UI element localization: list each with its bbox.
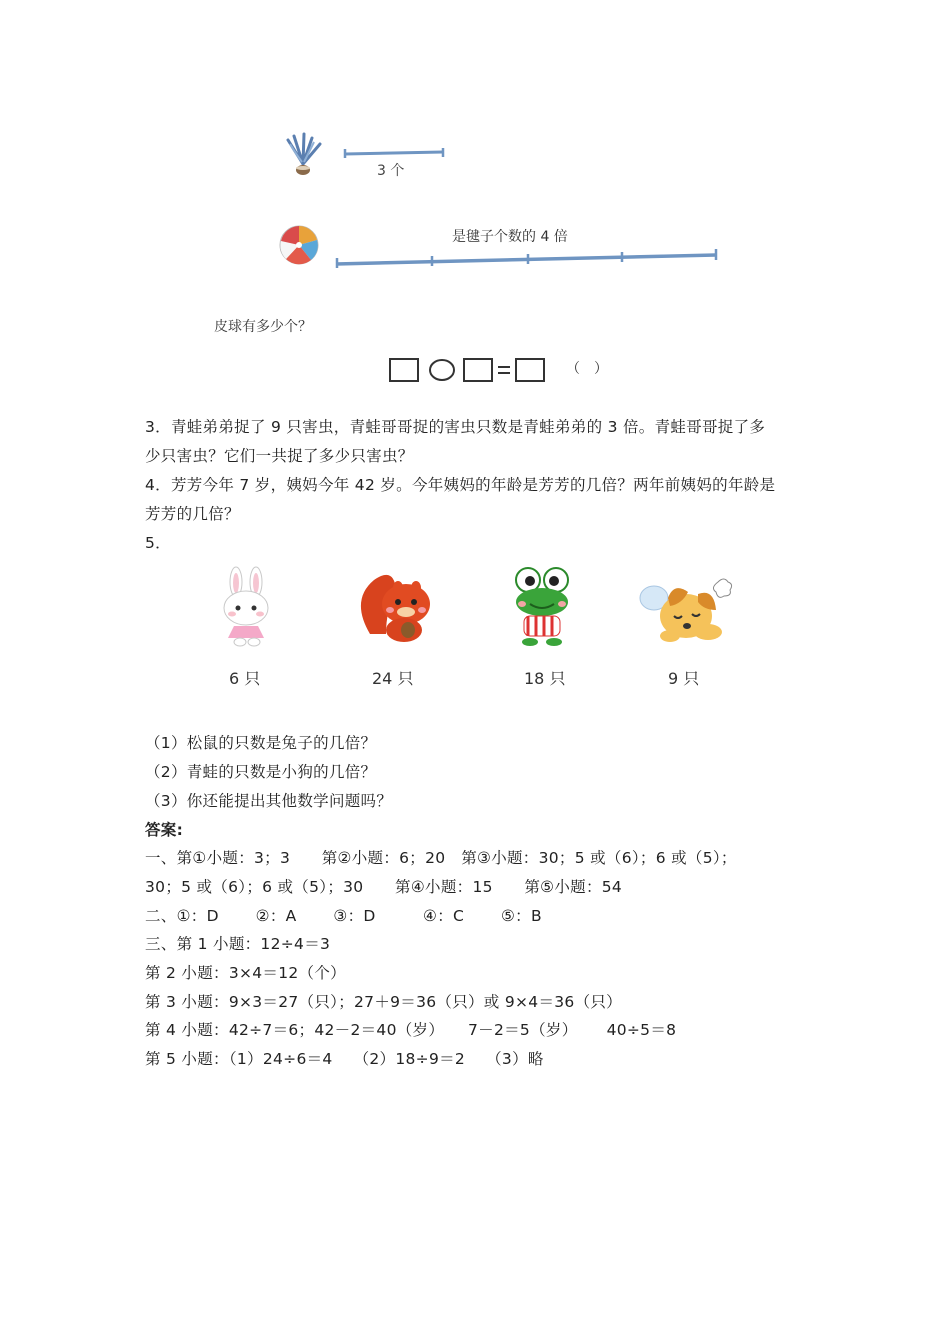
answer-line: 一、第①小题：3；3 第②小题：6；20 第③小题：30；5 或（6）；6 或（5）； bbox=[145, 849, 737, 867]
sub-question-2: （2）青蛙的只数是小狗的几倍？ bbox=[145, 763, 377, 781]
squirrel-icon bbox=[356, 570, 436, 644]
problem-5-number: 5． bbox=[145, 534, 171, 552]
shuttlecock-icon bbox=[282, 132, 324, 178]
ball-question: 皮球有多少个？ bbox=[214, 319, 312, 335]
equation-answer-paren: （ ） bbox=[566, 361, 608, 377]
answer-line: 第 2 小题：3×4＝12（个） bbox=[145, 964, 346, 982]
problem-4-line-1: 4．芳芳今年 7 岁，姨妈今年 42 岁。今年姨妈的年龄是芳芳的几倍？两年前姨妈的年龄是 bbox=[145, 476, 776, 494]
problem-3-line-1: 3．青蛙弟弟捉了 9 只害虫，青蛙哥哥捉的害虫只数是青蛙弟弟的 3 倍。青蛙哥哥捉了多 bbox=[145, 418, 766, 436]
sub-question-3: （3）你还能提出其他数学问题吗？ bbox=[145, 792, 393, 810]
shuttlecock-count-label: 3 个 bbox=[377, 163, 405, 179]
shuttlecock-segment bbox=[343, 144, 445, 156]
frog-count: 18 只 bbox=[524, 669, 566, 688]
squirrel-count: 24 只 bbox=[372, 669, 414, 688]
rabbit-icon bbox=[214, 566, 280, 648]
frog-icon bbox=[510, 566, 574, 648]
answer-line: 第 4 小题：42÷7＝6；42－2＝40（岁） 7－2＝5（岁） 40÷5＝8 bbox=[145, 1021, 677, 1039]
answer-line: 第 5 小题：（1）24÷6＝4 （2）18÷9＝2 （3）略 bbox=[145, 1050, 544, 1068]
answers-heading: 答案: bbox=[145, 821, 184, 839]
equation-blanks bbox=[388, 356, 552, 384]
problem-4-line-2: 芳芳的几倍？ bbox=[145, 505, 240, 523]
ball-segment bbox=[334, 248, 720, 268]
answer-line: 三、第 1 小题：12÷4＝3 bbox=[145, 935, 331, 953]
ball-segment-label: 是毽子个数的 4 倍 bbox=[452, 229, 568, 245]
dog-icon bbox=[638, 576, 734, 646]
answer-line: 二、①：D ②：A ③：D ④：C ⑤：B bbox=[145, 907, 542, 925]
answer-line: 第 3 小题：9×3＝27（只）；27＋9＝36（只）或 9×4＝36（只） bbox=[145, 993, 622, 1011]
problem-3-line-2: 少只害虫？它们一共捉了多少只害虫？ bbox=[145, 447, 414, 465]
dog-count: 9 只 bbox=[668, 669, 700, 688]
answer-line: 30；5 或（6）；6 或（5）；30 第④小题：15 第⑤小题：54 bbox=[145, 878, 623, 896]
rabbit-count: 6 只 bbox=[229, 669, 261, 688]
ball-icon bbox=[278, 224, 320, 266]
sub-question-1: （1）松鼠的只数是兔子的几倍？ bbox=[145, 734, 377, 752]
